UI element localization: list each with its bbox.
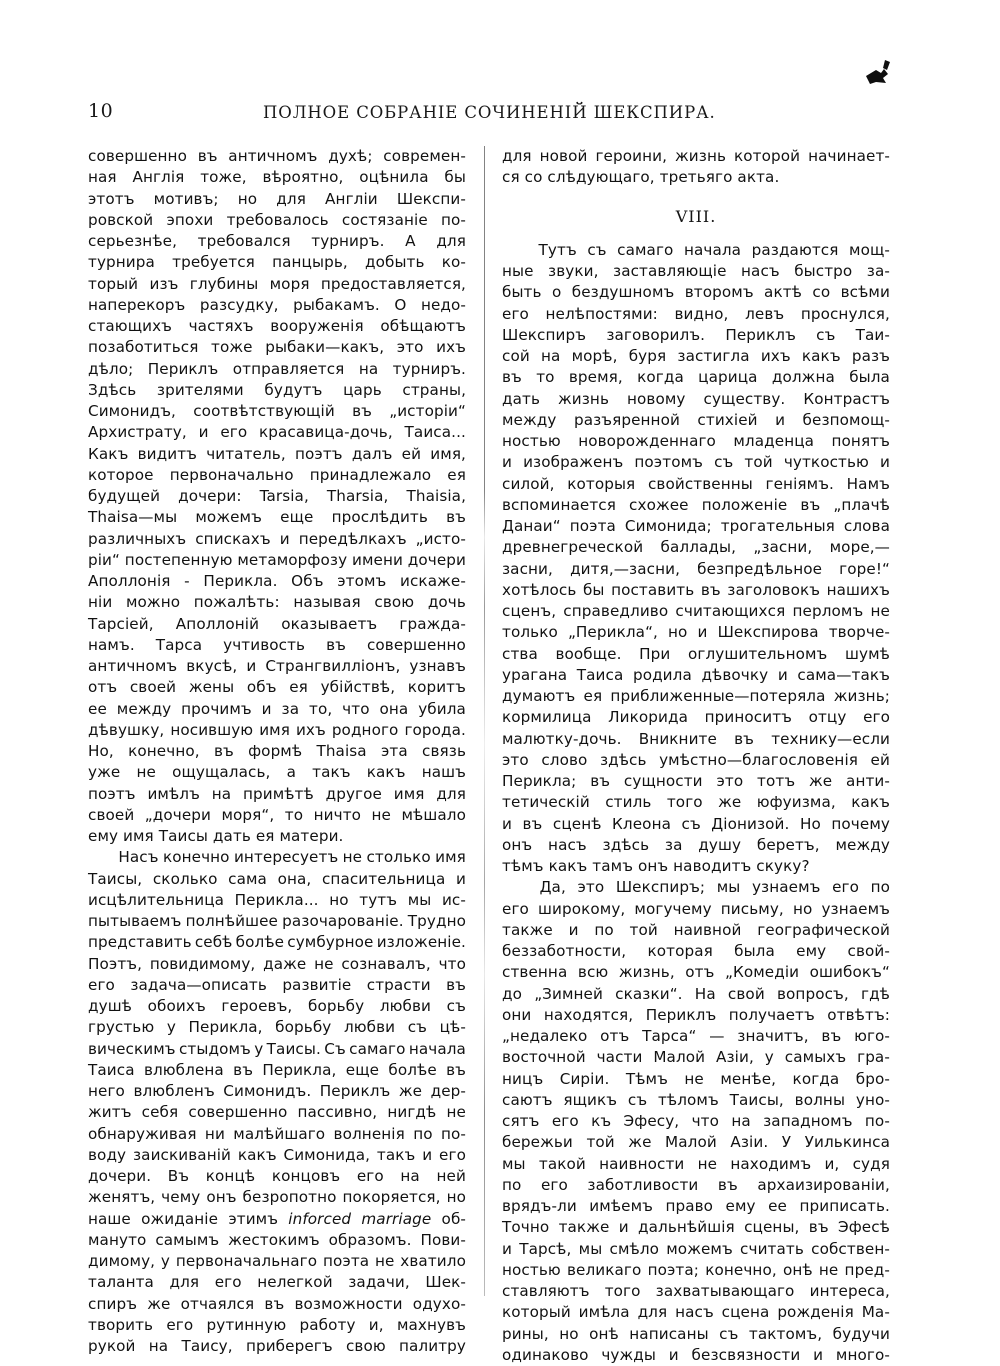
text-line: для новой героини, жизнь которой начинает- [502,147,890,165]
column-divider [484,146,485,1296]
text-line: также и по той наивной географической [502,920,890,939]
text-line: Таисы, сколько сама она, спасительница и [88,869,466,888]
text-line: между разъяренной стихіей и безпомощ- [502,410,890,429]
text-line: до „Зимней сказки“. На свой вопросъ, гдѣ [502,984,890,1003]
text-line: Точно также и дальнѣйшія сцены, въ Эфесѣ [502,1218,890,1237]
section-heading: VIII. [675,206,717,226]
text-line: совершенно въ античномъ духѣ; современ- [88,147,466,165]
text-line: позаботиться тоже рыбаки—какъ, это ихъ [88,338,466,357]
text-line: своей „дочери моря“, то ничто не мѣшало [88,805,466,824]
text-line: турнира требуется панцырь, добыть ко- [88,253,466,272]
text-line: дѣло; Периклъ отправляется на турниръ. [88,359,466,378]
text-line: различныхъ спискахъ и передѣлкахъ „исто- [88,529,466,548]
running-head [88,100,912,126]
text-line: и Тарсѣ, мы смѣло можемъ считать собствен- [502,1239,890,1258]
text-line: его широкому, могучему письму, но узнаемъ [502,899,890,918]
text-line: бережьи той же Малой Азіи. У Уилькинса [502,1133,890,1152]
text-line: пытываемъ полнѣйшее разочарованіе. Трудно [88,912,466,930]
text-line: Насъ конечно интересуетъ не столько имя [118,848,466,867]
text-line: поэтъ имѣлъ на примѣтѣ другое имя для [88,784,466,803]
text-line: вическимъ стыдомъ у Таисы. Съ самаго начала [88,1039,466,1058]
left-text-column [88,146,466,1357]
text-line: грустью у Перикла, борьбу любви съ цѣ- [88,1018,466,1037]
right-text-column [502,146,890,1366]
text-line: намъ. Тарса учтивость въ совершенно [88,635,466,654]
text-line: торый изъ глубины моря предоставляется, [88,274,466,293]
text-line: хотѣлось бы поставить въ заголовокъ нашихъ [502,580,890,599]
text-line: ные звуки, заставляющіе насъ быстро за- [502,262,890,280]
text-line: его нелѣпостями: видно, левъ проснулся, [502,304,890,323]
text-line: по его заботливости въ архаизированіи, [502,1175,890,1194]
text-line: исцѣлительница Перикла... но тутъ мы ис- [88,890,466,909]
text-line: и изображенъ поэтомъ съ той чуткостью и [502,453,890,472]
page-number: 10 [88,100,114,122]
text-line: беззаботности, которая была ему свой- [502,942,890,960]
text-line: вспоминается схожее положеніе въ „плачѣ [502,495,890,514]
text-line: женятъ, чему онъ безропотно покоряется, но [88,1188,466,1207]
text-line: обнаруживая ни малѣйшаго волненія по по- [88,1124,466,1143]
text-line: только „Перикла“, но и Шекспирова творче- [502,623,890,642]
text-line: рины, но онѣ написаны съ тактомъ, будучи [502,1324,890,1343]
text-line: засни, дитя,—засни, безпредѣльное горе!“ [502,559,890,578]
text-line: таланта для его нелегкой задачи, Шек- [88,1273,466,1292]
text-line: творить его рутинную работу и, махнувъ [88,1315,466,1334]
text-line: будущей дочери: Tarsia, Tharsia, Thaisia, [88,487,466,505]
text-line: ностью новорожденнаго младенца понятъ [502,432,890,450]
text-line: ніи можно пожалѣть: называя свою дочь [88,593,466,612]
text-line: античномъ вкусѣ, и Странгвилліонъ, узнавъ [88,657,466,675]
text-line: ная Англія тоже, вѣроятно, оцѣнила бы [88,168,466,187]
text-line: Архистрату, и его красавица-дочь, Таиса... [88,423,466,442]
text-line: Здѣсь зрителями будутъ царь страны, [88,380,466,399]
text-line: дать жизнь новому существу. Контрастъ [502,389,890,408]
text-line: они находятся, Периклъ получаетъ отвѣтъ: [502,1005,890,1024]
text-line: ее между прочимъ и за то, что она убила [88,699,466,718]
text-line: онъ насъ здѣсь за душу беретъ, между [502,835,890,854]
text-line: малютку-дочь. Вникните въ технику—если [502,729,890,748]
text-line: уже не ощущалась, а такъ какъ нашъ [88,763,466,782]
text-line: сятъ его къ Эфесу, что на западномъ по- [502,1112,890,1130]
text-line: сой на морѣ, буря застигла ихъ какъ разъ [502,347,890,365]
text-line: въ то время, когда царица должна была [502,368,890,387]
text-line: Перикла; въ сущности это тотъ же анти- [502,772,890,790]
text-line: „недалеко отъ Тарса“ — значитъ, въ юго- [502,1027,890,1045]
text-line: ностью великаго поэта; конечно, онѣ не пред- [502,1260,890,1279]
text-line: саютъ ящикъ съ тѣломъ Таисы, волны уно- [502,1090,890,1109]
text-line: наперекоръ разсудку, рыбакамъ. О недо- [88,295,466,314]
text-line: Таиса влюблена въ Перикла, еще болѣе въ [88,1060,466,1079]
text-line: наше ожиданіе этимъ inforced marriage об- [88,1209,466,1228]
text-line: Шекспиръ заговорилъ. Периклъ съ Таи- [502,325,890,344]
text-line: стающихъ частяхъ вооруженія обѣщаютъ [88,317,466,335]
text-line: которое первоначально принадлежало ея [88,465,466,484]
text-line: житъ себя совершенно пассивно, нигдѣ не [88,1103,466,1122]
text-line: душѣ обоихъ героевъ, борьбу любви съ [88,997,466,1015]
text-line: сценъ, справедливо считающихся перломъ не [502,602,890,620]
text-line: его задача—описать развитіе страсти въ [88,975,466,994]
text-line: Да, это Шекспиръ; мы узнаемъ его по [539,878,890,897]
text-line: этотъ мотивъ; но для Англіи Шекспи- [88,189,466,208]
text-line: Симонидъ, соотвѣтствующій въ „исторіи“ [88,402,466,420]
text-line: представить себѣ болѣе сумбурное изложеніе. [88,933,466,952]
text-line: дѣвушку, носившую имя ихъ родного города. [88,720,466,739]
text-line: Тарсіей, Аполлоній оказываетъ гражда- [88,614,466,633]
text-line: дочери. Въ концѣ концовъ его на ней [88,1167,466,1185]
text-line: Аполлонія - Перикла. Объ этомъ искаже- [88,572,466,590]
text-line: рукой на Таису, приберегъ свою палитру [88,1337,466,1355]
text-line: быть о бездушномъ второмъ актѣ со всѣми [502,283,890,302]
text-line: ственна всю жизнь, отъ „Комедіи ошибокъ“ [502,963,890,982]
text-line: тетическій стиль того же юфуизма, какъ [502,793,890,812]
ink-blot-artifact [862,58,902,92]
text-line: и въ сценѣ Клеона съ Діонизой. Но почему [502,814,890,833]
text-line: Поэтъ, повидимому, даже не сознавалъ, что [88,954,466,973]
text-line: Какъ видитъ читатель, поэтъ далъ ей имя, [88,444,466,463]
text-line: Но, конечно, въ формѣ Thaisa эта связь [88,742,466,760]
text-line: спиръ же отчаялся въ возможности одухо- [88,1294,466,1313]
text-line: врядъ-ли имѣемъ право ему ее приписать. [502,1197,890,1215]
text-line: димому, у первоначальнаго поэта не хватило [88,1252,466,1270]
text-line: Тутъ съ самаго начала раздаются мощ- [538,240,890,259]
text-line: восточной части Малой Азіи, у самыхъ гра- [502,1048,890,1067]
text-line: думаютъ ея приближенные—потеряла жизнь; [502,687,890,705]
text-line: силой, которыя свойственны геніямъ. Намъ [502,474,890,493]
text-line: Данаи“ поэта Симонида; трогательныя слова [502,517,890,535]
text-line: который имѣла для насъ сцена рожденія Ма- [502,1303,890,1322]
text-line: ницъ Сиріи. Тѣмъ не менѣе, когда бро- [502,1069,890,1088]
text-line: урагана Таиса родила дѣвочку и сама—такъ [502,665,890,684]
text-line: одинаково чужды и безсвязности и много- [502,1345,890,1364]
text-line: древнегреческой баллады, „засни, море,— [502,538,890,557]
text-line: отъ своей жены объ ея убійствѣ, коритъ [88,678,466,697]
text-line: это слово здѣсь умѣстно—благословенія ей [502,750,890,769]
text-line: ему имя Таисы дать ея матери. [88,827,344,845]
text-line: серьезнѣе, требовался турниръ. А для [88,232,466,250]
text-line: мы такой наивности не находимъ и, судя [502,1154,890,1173]
text-line: воду заискиваній какъ Симонида, такъ и его [88,1145,466,1164]
text-line: ставляютъ того захватывающаго интереса, [502,1282,890,1300]
text-line: него влюбленъ Симонидъ. Периклъ же дер- [88,1082,466,1100]
text-line: мануто самымъ жестокимъ образомъ. Пови- [88,1230,466,1249]
text-line: ровской эпохи требовалось состязаніе по- [88,210,466,229]
text-line: тѣмъ какъ тамъ онъ наводитъ скуку? [502,857,810,875]
text-line: ріи“ постепенную метаморфозу имени дочери [88,550,466,569]
running-title: ПОЛНОЕ СОБРАНІЕ СОЧИНЕНІЙ ШЕКСПИРА. [263,103,716,122]
text-line: ства вообще. При оглушительномъ шумѣ [502,644,890,663]
text-line: Thaisa—мы можемъ еще прослѣдить въ [88,508,466,527]
text-line: кормилица Ликорида приноситъ отцу его [502,708,890,727]
text-line: ся со слѣдующаго, третьяго акта. [502,168,780,187]
